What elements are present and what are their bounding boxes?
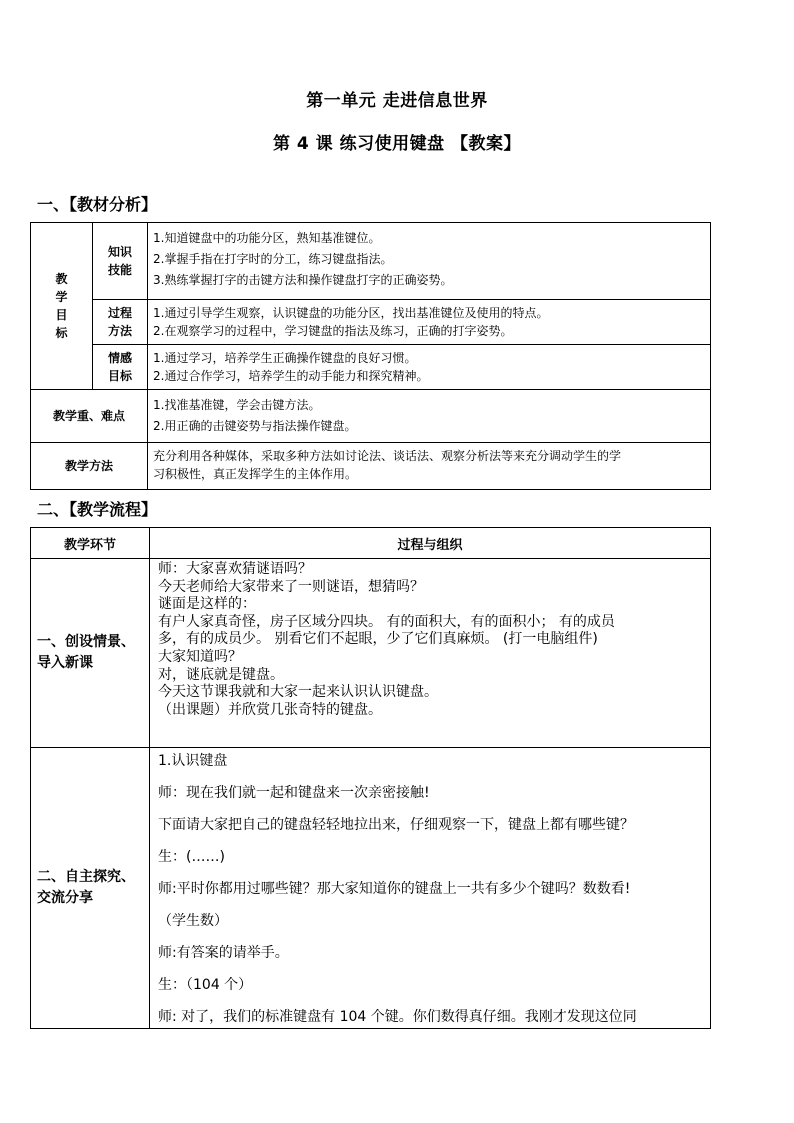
goals-label-char: 学: [55, 290, 68, 304]
content-line: 习积极性，真正发挥学生的主体作用。: [153, 467, 358, 481]
stage-intro-content: [150, 559, 711, 748]
stage-explore-content: [150, 748, 711, 1029]
label-line: 过程: [107, 306, 132, 320]
analysis-table: [30, 222, 711, 490]
content-line: 生：（104 个）: [158, 977, 253, 993]
content-line: 1.通过引导学生观察，认识键盘的功能分区，找出基准键位及使用的特点。: [153, 306, 549, 320]
goals-label-char: 目: [55, 308, 68, 322]
key-points-label: 教学重、难点: [31, 390, 148, 443]
lesson-title: 第 4 课 练习使用键盘 【教案】: [272, 134, 521, 154]
stage-line: 导入新课: [37, 655, 93, 671]
stage-line: 二、自主探究、: [37, 869, 135, 885]
content-line: 1.通过学习，培养学生正确操作键盘的良好习惯。: [153, 351, 417, 365]
content-line: 师:有答案的请举手。: [158, 945, 289, 961]
section-heading-flow: 二、【教学流程】: [37, 500, 158, 519]
content-line: 2.通过合作学习，培养学生的动手能力和探究精神。: [153, 369, 429, 383]
content-line: （学生数）: [158, 913, 228, 929]
content-line: 师：大家喜欢猜谜语吗？: [158, 561, 312, 577]
knowledge-skills-label: [93, 223, 148, 300]
col-header-stage: 教学环节: [31, 528, 150, 559]
content-line: 充分利用各种媒体，采取多种方法如讨论法、谈话法、观察分析法等来充分调动学生的学: [153, 449, 622, 463]
content-line: 1.知道键盘中的功能分区，熟知基准键位。: [153, 231, 381, 245]
content-line: 3.熟练掌握打字的击键方法和操作键盘打字的正确姿势。: [153, 273, 453, 287]
content-line: （出课题）并欣赏几张奇特的键盘。: [158, 701, 382, 718]
content-line: 下面请大家把自己的键盘轻轻地拉出来，仔细观察一下，键盘上都有哪些键？: [158, 817, 634, 833]
stage-line: 交流分享: [37, 890, 93, 906]
teaching-methods-content: [148, 443, 711, 490]
goals-label-char: 教: [55, 272, 68, 286]
content-line: 对，谜底就是键盘。: [158, 666, 284, 683]
content-line: 谜面是这样的：: [158, 596, 256, 613]
stage-line: 一、创设情景、: [37, 634, 135, 650]
content-line: 1.找准基准键，学会击键方法。: [153, 398, 321, 412]
emotion-goals-label: [93, 345, 148, 390]
label-line: 知识: [107, 245, 132, 259]
content-line: 今天老师给大家带来了一则谜语，想猜吗？: [158, 578, 424, 595]
content-line: 有户人家真奇怪，房子区域分四块。 有的面积大，有的面积小； 有的成员: [158, 613, 615, 630]
col-header-process: 过程与组织: [150, 528, 711, 559]
goals-label-char: 标: [55, 326, 68, 340]
content-line: 多，有的成员少。 别看它们不起眼，少了它们真麻烦。 (打一电脑组件): [158, 631, 598, 648]
content-line: 今天这节课我就和大家一起来认识认识键盘。: [158, 684, 438, 701]
process-methods-content: [148, 300, 711, 345]
label-line: 情感: [107, 351, 132, 365]
stage-explore-label: [31, 748, 150, 1029]
unit-title: 第一单元 走进信息世界: [306, 91, 488, 111]
stage-intro-label: [31, 559, 150, 748]
content-line: 2.掌握手指在打字时的分工，练习键盘指法。: [153, 252, 393, 266]
knowledge-skills-content: [148, 223, 711, 300]
label-line: 方法: [107, 324, 132, 338]
content-line: 2.用正确的击键姿势与指法操作键盘。: [153, 419, 357, 433]
label-line: 目标: [107, 369, 132, 383]
emotion-goals-content: [148, 345, 711, 390]
content-line: 大家知道吗？: [158, 648, 242, 665]
content-line: 师: 对了，我们的标准键盘有 104 个键。你们数得真仔细。我刚才发现这位同: [158, 1009, 637, 1025]
content-line: 生：(……): [158, 849, 225, 865]
process-methods-label: [93, 300, 148, 345]
label-line: 技能: [107, 263, 132, 277]
content-line: 1.认识键盘: [158, 753, 228, 769]
content-line: 师：现在我们就一起和键盘来一次亲密接触!: [158, 785, 430, 801]
content-line: 2.在观察学习的过程中，学习键盘的指法及练习，正确的打字姿势。: [153, 324, 513, 338]
teaching-flow-table: [30, 527, 711, 1029]
teaching-goals-label: [31, 223, 93, 390]
key-points-content: [148, 390, 711, 443]
teaching-methods-label: 教学方法: [31, 443, 148, 490]
section-heading-analysis: 一、【教材分析】: [37, 195, 158, 214]
content-line: 师:平时你都用过哪些键？那大家知道你的键盘上一共有多少个键吗？数数看!: [158, 881, 631, 897]
